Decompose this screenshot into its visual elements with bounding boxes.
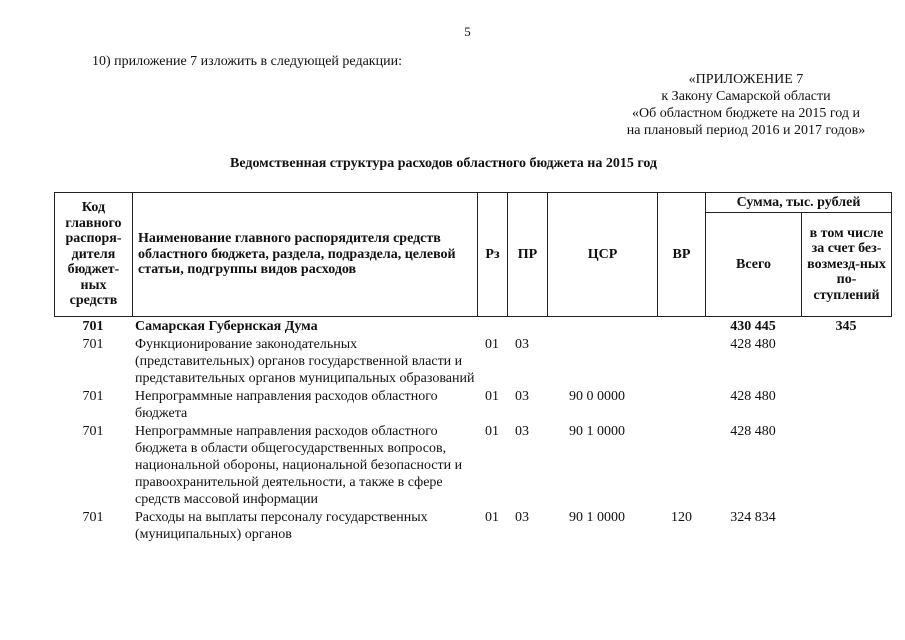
document-title: Ведомственная структура расходов областного бюджета на 2015 год: [230, 156, 658, 171]
table-header: [54, 192, 892, 317]
row-name: Непрограммные направления расходов областного бюджета: [135, 389, 438, 421]
row-grant: [801, 388, 891, 423]
row-grant: [801, 509, 891, 544]
row-name: Расходы на выплаты персоналу государственных (муниципальных) органов: [135, 510, 428, 542]
header-csr: ЦСР: [548, 193, 658, 317]
row-name: Функционирование законодательных (представительных) органов государственной власти и представительных органов муниципальных образований: [135, 337, 475, 386]
row-vr: 120: [671, 510, 692, 525]
row-code: 701: [82, 389, 104, 404]
row-code: 701: [82, 319, 104, 334]
appendix-line-1: «ПРИЛОЖЕНИЕ 7: [688, 72, 804, 87]
row-vr: [657, 318, 705, 336]
appendix-header: [611, 71, 881, 139]
header-vr: ВР: [658, 193, 706, 317]
row-code: 701: [82, 337, 104, 352]
expense-table: [54, 318, 891, 544]
row-vr: [657, 423, 705, 509]
row-total: 324 834: [730, 510, 776, 525]
header-name: Наименование главного распорядителя средств областного бюджета, раздела, подраздела, целевой статьи, подгруппы видов расходов: [133, 193, 478, 317]
table-row: [54, 318, 891, 336]
intro-text: 10) приложение 7 изложить в следующей редакции:: [92, 54, 402, 69]
row-name: Непрограммные направления расходов областного бюджета в области общегосударственных вопросов, национальной обороны, национальной безопасности и правоохранительной деятельности, а также в сфере средств массовой информации: [135, 424, 463, 507]
row-csr: 90 1 0000: [569, 424, 625, 439]
row-code: 701: [82, 424, 104, 439]
row-rz: 01: [485, 510, 499, 525]
row-total: 428 480: [730, 389, 776, 404]
row-csr: [547, 318, 657, 336]
row-csr: 90 1 0000: [569, 510, 625, 525]
row-csr: 90 0 0000: [569, 389, 625, 404]
table-row: [54, 336, 891, 388]
row-vr: [657, 336, 705, 388]
row-pr: 03: [515, 337, 529, 352]
table-row: [54, 509, 891, 544]
row-rz: 01: [485, 424, 499, 439]
row-csr: [547, 336, 657, 388]
row-pr: 03: [515, 510, 529, 525]
row-name: Самарская Губернская Дума: [135, 319, 318, 334]
header-grant: в том числе за счет без-возмезд-ных по-ступлений: [802, 213, 892, 317]
row-vr: [657, 388, 705, 423]
row-total: 428 480: [730, 337, 776, 352]
row-rz: 01: [485, 389, 499, 404]
row-rz: 01: [485, 337, 499, 352]
row-grant: [801, 423, 891, 509]
header-rz: Рз: [478, 193, 508, 317]
table-row: [54, 423, 891, 509]
header-total: Всего: [706, 213, 802, 317]
header-sum-group: Сумма, тыс. рублей: [706, 193, 892, 213]
row-grant: 345: [835, 319, 857, 334]
appendix-line-4: на плановый период 2016 и 2017 годов»: [626, 123, 866, 138]
row-pr: 03: [515, 389, 529, 404]
row-total: 428 480: [730, 424, 776, 439]
row-pr: 03: [515, 424, 529, 439]
appendix-line-2: к Закону Самарской области: [661, 89, 831, 104]
row-grant: [801, 336, 891, 388]
row-total: 430 445: [730, 319, 776, 334]
page-number: 5: [464, 24, 471, 39]
row-code: 701: [82, 510, 104, 525]
row-rz: [477, 318, 507, 336]
header-pr: ПР: [508, 193, 548, 317]
row-pr: [507, 318, 547, 336]
table-row: [54, 388, 891, 423]
appendix-line-3: «Об областном бюджете на 2015 год и: [632, 106, 860, 121]
header-code: Код главного распоря-дителя бюджет-ных средств: [55, 193, 133, 317]
